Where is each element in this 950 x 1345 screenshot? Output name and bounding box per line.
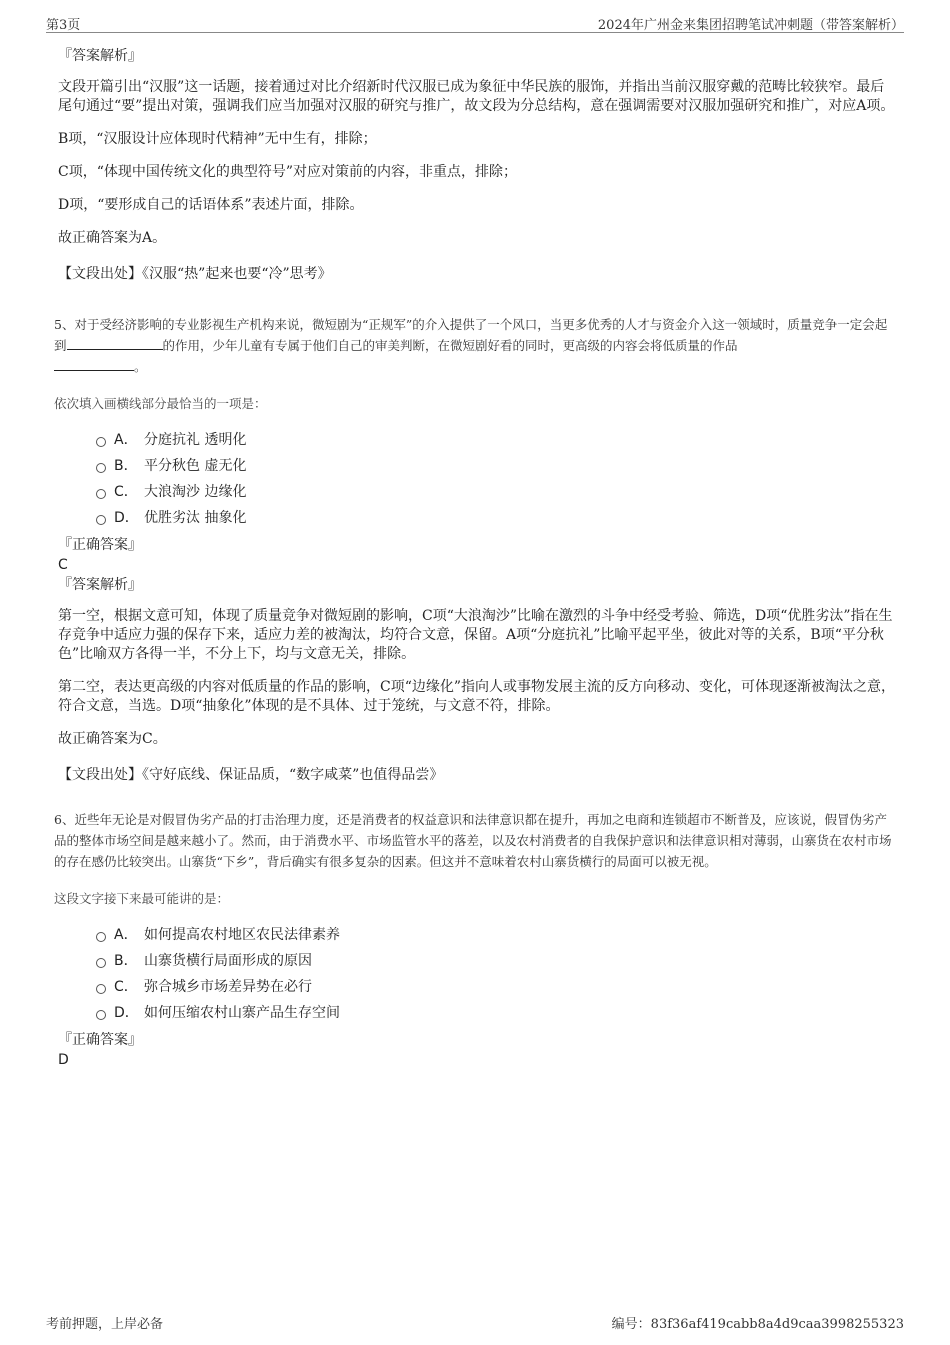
q6-option-b[interactable] [96,948,896,974]
radio-icon[interactable] [96,489,106,499]
q4-source: 【文段出处】《汉服“热”起来也要“冷”思考》 [58,266,332,282]
radio-icon[interactable] [96,932,106,942]
q5-option-d[interactable] [96,505,896,531]
q6-options [96,922,896,1026]
q4-analysis-paragraph: 故正确答案为A。 [58,230,167,246]
q5-correct-answer: C [58,557,68,573]
option-letter: A． [114,432,138,448]
page-number: 第3页 [46,18,81,33]
option-text: 大浪淘沙 边缘化 [144,484,247,500]
q5-stem-part1: 5、对于受经济影响的专业影视生产机构来说，微短剧为“正规军”的介入提供了一个风口，当更多优秀的人才与资金介入这一领域时，质量竞争一定会起到 [54,317,888,353]
q5-option-a[interactable] [96,427,896,453]
option-letter: D． [114,510,139,526]
q5-option-c[interactable] [96,479,896,505]
page-header [46,14,904,33]
q6-correct-answer: D [58,1052,69,1068]
q5-blank-1 [67,335,163,350]
radio-icon[interactable] [96,437,106,447]
q5-options [96,427,896,531]
q4-analysis-label: 『答案解析』 [58,48,142,64]
q5-stem-part2: 的作用，少年儿童有专属于他们自己的审美判断，在微短剧好看的同时，更高级的内容会将低质量的作品 [162,338,738,353]
option-text: 平分秋色 虚无化 [144,458,247,474]
option-text: 优胜劣汰 抽象化 [144,510,247,526]
option-letter: B． [114,953,138,969]
q5-prompt: 依次填入画横线部分最恰当的一项是： [54,396,267,411]
q6-correct-label: 『正确答案』 [58,1032,142,1048]
q4-analysis-paragraph: C项，“体现中国传统文化的典型符号”对应对策前的内容，非重点，排除； [58,164,518,180]
q4-analysis-paragraph: D项，“要形成自己的话语体系”表述片面，排除。 [58,197,364,213]
q6-prompt: 这段文字接下来最可能讲的是： [54,891,230,906]
option-text: 弥合城乡市场差异势在必行 [144,979,312,995]
q5-stem-part3: 。 [134,359,147,374]
radio-icon[interactable] [96,463,106,473]
q6-option-d[interactable] [96,1000,896,1026]
radio-icon[interactable] [96,1010,106,1020]
option-text: 分庭抗礼 透明化 [144,432,247,448]
option-text: 如何提高农村地区农民法律素养 [144,927,340,943]
option-letter: D． [114,1005,139,1021]
q4-analysis-paragraph: B项，“汉服设计应体现时代精神”无中生有，排除； [58,131,377,147]
q5-option-b[interactable] [96,453,896,479]
option-letter: A． [114,927,138,943]
option-text: 如何压缩农村山寨产品生存空间 [144,1005,340,1021]
radio-icon[interactable] [96,984,106,994]
page-content [54,40,896,1070]
q6-option-c[interactable] [96,974,896,1000]
q5-analysis-paragraph: 第二空，表达更高级的内容对低质量的作品的影响，C项“边缘化”指向人或事物发展主流的反方向移动、变化，可体现逐渐被淘汰之意，符合文意，当选。D项“抽象化”体现的是不具体、过于笼统，与文意不符，排除。 [58,679,896,714]
footer-slogan: 考前押题，上岸必备 [46,1317,164,1332]
q5-analysis-label: 『答案解析』 [58,577,142,593]
option-text: 山寨货横行局面形成的原因 [144,953,312,969]
q5-blank-2 [54,356,134,371]
option-letter: B． [114,458,138,474]
document-title: 2024年广州金来集团招聘笔试冲刺题（带答案解析） [597,18,904,33]
q5-analysis-paragraph: 故正确答案为C。 [58,731,167,747]
document-code: 编号：83f36af419cabb8a4d9caa3998255323 [611,1317,904,1332]
page-footer [46,1313,904,1331]
radio-icon[interactable] [96,958,106,968]
q5-stem [54,314,896,377]
q6-stem: 6、近些年无论是对假冒伪劣产品的打击治理力度，还是消费者的权益意识和法律意识都在提升，再加之电商和连锁超市不断普及，应该说，假冒伪劣产品的整体市场空间是越来越小了。然而，由于消费水平、市场监管水平的落差，以及农村消费者的自我保护意识和法律意识相对薄弱，山寨货在农村市场的存在感仍比较突出。山寨货“下乡”，背后确实有很多复杂的因素。但这并不意味着农村山寨货横行的局面可以被无视。 [54,812,892,869]
radio-icon[interactable] [96,515,106,525]
q6-option-a[interactable] [96,922,896,948]
option-letter: C． [114,484,138,500]
q5-analysis-paragraph: 第一空，根据文意可知，体现了质量竞争对微短剧的影响，C项“大浪淘沙”比喻在激烈的斗争中经受考验、筛选，D项“优胜劣汰”指在生存竞争中适应力强的保存下来，适应力差的被淘汰，均符合文意，保留。A项“分庭抗礼”比喻平起平坐，彼此对等的关系，B项“平分秋色”比喻双方各得一半，不分上下，均与文意无关，排除。 [58,608,893,662]
option-letter: C． [114,979,138,995]
q5-source: 【文段出处】《守好底线、保证品质，“数字咸菜”也值得品尝》 [58,767,444,783]
q5-correct-label: 『正确答案』 [58,537,142,553]
q4-analysis-paragraph: 文段开篇引出“汉服”这一话题，接着通过对比介绍新时代汉服已成为象征中华民族的服饰，并指出当前汉服穿戴的范畴比较狭窄。最后尾句通过“要”提出对策，强调我们应当加强对汉服的研究与推广，故文段为分总结构，意在强调需要对汉服加强研究和推广，对应A项。 [58,79,895,114]
